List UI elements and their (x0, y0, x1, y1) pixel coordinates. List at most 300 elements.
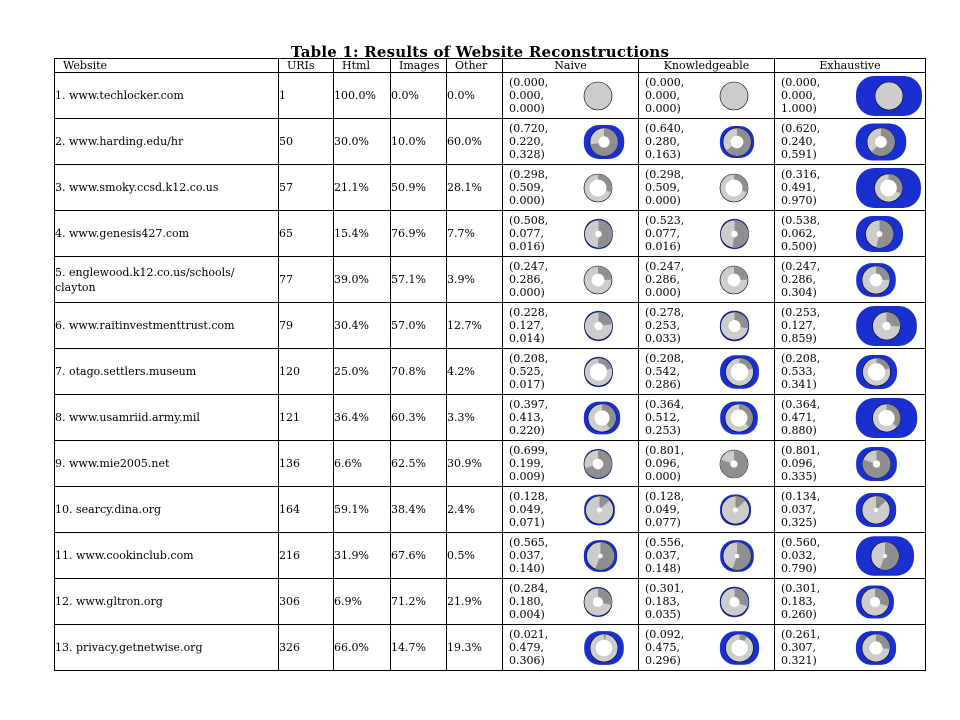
knowledgeable-cell (639, 303, 775, 349)
table-row (55, 165, 926, 211)
exhaustive-result (775, 628, 925, 668)
triple-value: 0.280, (645, 135, 680, 148)
triple-value: (0.560, (781, 536, 821, 549)
triple-value: (0.301, (645, 582, 685, 595)
triple-value: (0.247, (645, 260, 685, 273)
triple-value: (0.301, (781, 582, 821, 595)
naive-cell (503, 119, 639, 165)
triple-value: 0.000) (509, 286, 545, 299)
reconstruction-pie-icon (717, 536, 757, 576)
triple-value: 0.096, (781, 457, 816, 470)
triple-value: (0.508, (509, 214, 549, 227)
html-cell: 100.0% (334, 73, 391, 119)
exhaustive-cell (775, 165, 926, 211)
triple-value: 0.306) (509, 654, 545, 667)
missing-hole (870, 596, 880, 606)
naive-cell (503, 441, 639, 487)
uris-cell: 77 (279, 257, 334, 303)
reconstruction-pie-icon (717, 582, 752, 622)
triple-value: (0.801, (645, 444, 685, 457)
other-cell: 3.9% (447, 257, 503, 303)
naive-result (503, 168, 638, 208)
exhaustive-triple (775, 306, 853, 345)
images-cell: 38.4% (391, 487, 447, 533)
triple-value: 0.328) (509, 148, 545, 161)
knowledgeable-triple (639, 582, 717, 621)
reconstruction-pie-icon (717, 260, 751, 300)
reconstruction-pie-icon (717, 306, 752, 346)
missing-hole (728, 273, 741, 286)
reconstruction-pie-icon (581, 398, 623, 438)
other-cell: 0.0% (447, 73, 503, 119)
triple-value: (0.208, (509, 352, 549, 365)
triple-value: (0.364, (645, 398, 685, 411)
missing-hole (598, 553, 603, 558)
html-cell: 36.4% (334, 395, 391, 441)
triple-value: (0.538, (781, 214, 821, 227)
other-cell: 12.7% (447, 303, 503, 349)
triple-value: 0.335) (781, 470, 817, 483)
knowledgeable-cell (639, 165, 775, 211)
exhaustive-cell (775, 349, 926, 395)
naive-triple (503, 628, 581, 667)
naive-triple (503, 76, 581, 115)
missing-hole (735, 553, 740, 558)
header-uris: URIs (279, 59, 334, 73)
triple-value: (0.208, (645, 352, 685, 365)
knowledgeable-result (639, 490, 774, 530)
triple-value: (0.284, (509, 582, 549, 595)
triple-value: 0.148) (645, 562, 681, 575)
triple-value: (0.261, (781, 628, 821, 641)
naive-cell (503, 303, 639, 349)
triple-value: 0.127, (509, 319, 544, 332)
missing-hole (726, 179, 743, 196)
reconstruction-pie-icon (581, 490, 618, 530)
naive-triple (503, 306, 581, 345)
exhaustive-result (775, 490, 925, 530)
html-cell: 66.0% (334, 625, 391, 671)
header-knowledgeable: Knowledgeable (639, 59, 775, 73)
missing-hole (593, 458, 604, 469)
knowledgeable-cell (639, 73, 775, 119)
triple-value: (0.000, (781, 76, 821, 89)
reconstruction-pie-icon (717, 398, 761, 438)
table-row (55, 73, 926, 119)
missing-hole (877, 231, 883, 237)
knowledgeable-cell (639, 487, 775, 533)
knowledgeable-triple (639, 214, 717, 253)
html-cell: 39.0% (334, 257, 391, 303)
knowledgeable-cell (639, 579, 775, 625)
naive-cell (503, 625, 639, 671)
naive-cell (503, 257, 639, 303)
exhaustive-triple (775, 628, 853, 667)
exhaustive-triple (775, 168, 853, 207)
reconstruction-pie-icon (853, 628, 899, 668)
naive-cell (503, 349, 639, 395)
table-row (55, 533, 926, 579)
reconstruction-pie-icon (717, 444, 751, 484)
triple-value: 0.491, (781, 181, 816, 194)
knowledgeable-triple (639, 122, 717, 161)
exhaustive-result (775, 444, 925, 484)
triple-value: (0.801, (781, 444, 821, 457)
images-cell: 50.9% (391, 165, 447, 211)
table-row (55, 441, 926, 487)
triple-value: (0.000, (509, 76, 549, 89)
website-cell: 8. www.usamriid.army.mil (55, 395, 279, 441)
exhaustive-triple (775, 582, 853, 621)
exhaustive-triple (775, 76, 853, 115)
triple-value: 0.140) (509, 562, 545, 575)
naive-cell (503, 487, 639, 533)
triple-value: 0.304) (781, 286, 817, 299)
table-row (55, 625, 926, 671)
reconstruction-pie-icon (853, 490, 899, 530)
triple-value: 0.016) (509, 240, 545, 253)
missing-hole (594, 321, 602, 329)
triple-value: 0.062, (781, 227, 816, 240)
website-cell: 9. www.mie2005.net (55, 441, 279, 487)
triple-value: (0.720, (509, 122, 549, 135)
exhaustive-result (775, 536, 925, 576)
triple-value: (0.253, (781, 306, 821, 319)
html-cell: 15.4% (334, 211, 391, 257)
table-caption: Table 1: Results of Website Reconstructions (290, 43, 670, 61)
triple-value: 0.000) (645, 470, 681, 483)
triple-value: (0.247, (781, 260, 821, 273)
reconstruction-pie-icon (853, 306, 920, 346)
knowledgeable-result (639, 214, 774, 254)
table-row (55, 211, 926, 257)
exhaustive-triple (775, 260, 853, 299)
exhaustive-triple (775, 122, 853, 161)
triple-value: (0.000, (645, 76, 685, 89)
triple-value: 0.009) (509, 470, 545, 483)
website-cell: 7. otago.settlers.museum (55, 349, 279, 395)
website-cell: 13. privacy.getnetwise.org (55, 625, 279, 671)
table-row (55, 395, 926, 441)
reconstruction-pie-icon (717, 214, 752, 254)
triple-value: 0.037, (645, 549, 680, 562)
knowledgeable-triple (639, 260, 717, 299)
images-cell: 62.5% (391, 441, 447, 487)
uris-cell: 79 (279, 303, 334, 349)
triple-value: (0.620, (781, 122, 821, 135)
table-row (55, 257, 926, 303)
html-cell: 30.0% (334, 119, 391, 165)
naive-result (503, 490, 638, 530)
knowledgeable-cell (639, 349, 775, 395)
naive-result (503, 214, 638, 254)
triple-value: 0.525, (509, 365, 544, 378)
missing-hole (869, 641, 882, 654)
table-row (55, 349, 926, 395)
naive-cell (503, 165, 639, 211)
exhaustive-result (775, 122, 925, 162)
triple-value: 0.077, (509, 227, 544, 240)
naive-result (503, 122, 638, 162)
missing-hole (730, 409, 747, 426)
missing-hole (870, 273, 883, 286)
exhaustive-cell (775, 441, 926, 487)
website-cell: 2. www.harding.edu/hr (55, 119, 279, 165)
other-cell: 28.1% (447, 165, 503, 211)
reconstruction-pie-icon (853, 76, 925, 116)
triple-value: (0.565, (509, 536, 549, 549)
triple-value: 0.000) (645, 194, 681, 207)
triple-value: 0.199, (509, 457, 544, 470)
triple-value: 0.000) (645, 286, 681, 299)
reconstruction-pie-icon (853, 260, 899, 300)
triple-value: (0.208, (781, 352, 821, 365)
html-cell: 30.4% (334, 303, 391, 349)
exhaustive-result (775, 398, 925, 438)
exhaustive-cell (775, 211, 926, 257)
reconstruction-pie-icon (581, 122, 627, 162)
naive-triple (503, 398, 581, 437)
reconstruction-pie-icon (853, 168, 924, 208)
naive-cell (503, 211, 639, 257)
triple-value: 0.127, (781, 319, 816, 332)
triple-value: (0.128, (509, 490, 549, 503)
exhaustive-cell (775, 73, 926, 119)
triple-value: 0.880) (781, 424, 817, 437)
reconstruction-pie-icon (853, 536, 917, 576)
website-cell: 3. www.smoky.ccsd.k12.co.us (55, 165, 279, 211)
triple-value: 0.471, (781, 411, 816, 424)
exhaustive-triple (775, 444, 853, 483)
triple-value: 0.000) (509, 102, 545, 115)
exhaustive-cell (775, 625, 926, 671)
naive-triple (503, 260, 581, 299)
exhaustive-result (775, 214, 925, 254)
table-row (55, 119, 926, 165)
website-cell: 1. www.techlocker.com (55, 73, 279, 119)
knowledgeable-result (639, 168, 774, 208)
reconstruction-pie-icon (581, 76, 615, 116)
missing-hole (733, 507, 738, 512)
naive-cell (503, 533, 639, 579)
triple-value: 0.004) (509, 608, 545, 621)
naive-triple (503, 168, 581, 207)
knowledgeable-result (639, 628, 774, 668)
reconstruction-pie-icon (581, 168, 615, 208)
naive-triple (503, 214, 581, 253)
header-exhaustive: Exhaustive (775, 59, 926, 73)
knowledgeable-cell (639, 441, 775, 487)
exhaustive-cell (775, 119, 926, 165)
other-cell: 3.3% (447, 395, 503, 441)
reconstruction-pie-icon (581, 306, 616, 346)
header-images: Images (391, 59, 447, 73)
html-cell: 21.1% (334, 165, 391, 211)
naive-result (503, 628, 638, 668)
exhaustive-cell (775, 257, 926, 303)
triple-value: (0.556, (645, 536, 685, 549)
other-cell: 19.3% (447, 625, 503, 671)
exhaustive-cell (775, 579, 926, 625)
html-cell: 31.9% (334, 533, 391, 579)
triple-value: 0.509, (509, 181, 544, 194)
images-cell: 0.0% (391, 73, 447, 119)
images-cell: 14.7% (391, 625, 447, 671)
naive-triple (503, 536, 581, 575)
uris-cell: 120 (279, 349, 334, 395)
reconstruction-pie-icon (717, 490, 754, 530)
triple-value: 0.479, (509, 641, 544, 654)
exhaustive-cell (775, 533, 926, 579)
html-cell: 6.9% (334, 579, 391, 625)
naive-cell (503, 395, 639, 441)
other-cell: 21.9% (447, 579, 503, 625)
missing-hole (875, 136, 887, 148)
triple-value: 0.049, (645, 503, 680, 516)
triple-value: 0.037, (781, 503, 816, 516)
results-table (54, 58, 926, 671)
knowledgeable-result (639, 352, 774, 392)
triple-value: 0.970) (781, 194, 817, 207)
knowledgeable-result (639, 260, 774, 300)
header-website: Website (55, 59, 279, 73)
uris-cell: 1 (279, 73, 334, 119)
triple-value: 0.033) (645, 332, 681, 345)
website-cell: 11. www.cookinclub.com (55, 533, 279, 579)
exhaustive-result (775, 582, 925, 622)
exhaustive-result (775, 260, 925, 300)
triple-value: 0.413, (509, 411, 544, 424)
triple-value: (0.228, (509, 306, 549, 319)
knowledgeable-result (639, 444, 774, 484)
missing-hole (596, 639, 612, 655)
missing-hole (880, 179, 897, 196)
triple-value: (0.247, (509, 260, 549, 273)
triple-value: (0.523, (645, 214, 685, 227)
other-cell: 60.0% (447, 119, 503, 165)
uris-cell: 136 (279, 441, 334, 487)
images-cell: 67.6% (391, 533, 447, 579)
triple-value: 0.014) (509, 332, 545, 345)
images-cell: 71.2% (391, 579, 447, 625)
table-row (55, 579, 926, 625)
triple-value: (0.092, (645, 628, 685, 641)
missing-hole (868, 363, 885, 380)
reconstruction-pie-icon (717, 352, 762, 392)
triple-value: 0.077) (645, 516, 681, 529)
knowledgeable-cell (639, 395, 775, 441)
triple-value: 0.512, (645, 411, 680, 424)
exhaustive-triple (775, 352, 853, 391)
images-cell: 57.1% (391, 257, 447, 303)
triple-value: 0.533, (781, 365, 816, 378)
reconstruction-pie-icon (581, 628, 627, 668)
naive-triple (503, 352, 581, 391)
uris-cell: 57 (279, 165, 334, 211)
triple-value: (0.298, (509, 168, 549, 181)
knowledgeable-triple (639, 536, 717, 575)
knowledgeable-cell (639, 211, 775, 257)
triple-value: 0.286, (645, 273, 680, 286)
uris-cell: 65 (279, 211, 334, 257)
uris-cell: 216 (279, 533, 334, 579)
images-cell: 76.9% (391, 211, 447, 257)
triple-value: 0.000) (645, 102, 681, 115)
knowledgeable-result (639, 76, 774, 116)
reconstruction-pie-icon (581, 536, 620, 576)
reconstruction-pie-icon (853, 444, 900, 484)
triple-value: 0.071) (509, 516, 545, 529)
pie-disc (584, 82, 612, 110)
naive-cell (503, 73, 639, 119)
naive-triple (503, 122, 581, 161)
missing-hole (592, 273, 605, 286)
exhaustive-cell (775, 303, 926, 349)
triple-value: 0.183, (645, 595, 680, 608)
triple-value: 0.253, (645, 319, 680, 332)
exhaustive-result (775, 76, 925, 116)
knowledgeable-cell (639, 257, 775, 303)
triple-value: 0.296) (645, 654, 681, 667)
html-cell: 6.6% (334, 441, 391, 487)
missing-hole (882, 321, 890, 329)
other-cell: 0.5% (447, 533, 503, 579)
triple-value: 1.000) (781, 102, 817, 115)
pie-disc (875, 82, 903, 110)
triple-value: 0.286, (509, 273, 544, 286)
naive-result (503, 444, 638, 484)
missing-hole (731, 639, 747, 655)
triple-value: (0.364, (781, 398, 821, 411)
naive-result (503, 76, 638, 116)
triple-value: 0.220, (509, 135, 544, 148)
triple-value: 0.253) (645, 424, 681, 437)
triple-value: 0.220) (509, 424, 545, 437)
triple-value: 0.790) (781, 562, 817, 575)
exhaustive-result (775, 306, 925, 346)
uris-cell: 50 (279, 119, 334, 165)
triple-value: 0.037, (509, 549, 544, 562)
naive-triple (503, 444, 581, 483)
missing-hole (598, 136, 609, 147)
header-html: Html (334, 59, 391, 73)
knowledgeable-result (639, 536, 774, 576)
knowledgeable-triple (639, 306, 717, 345)
triple-value: (0.278, (645, 306, 685, 319)
exhaustive-result (775, 352, 925, 392)
other-cell: 30.9% (447, 441, 503, 487)
triple-value: 0.591) (781, 148, 817, 161)
naive-result (503, 536, 638, 576)
triple-value: 0.260) (781, 608, 817, 621)
triple-value: 0.859) (781, 332, 817, 345)
exhaustive-cell (775, 395, 926, 441)
triple-value: 0.286) (645, 378, 681, 391)
reconstruction-pie-icon (581, 444, 615, 484)
uris-cell: 306 (279, 579, 334, 625)
missing-hole (878, 409, 894, 425)
triple-value: 0.000, (781, 89, 816, 102)
exhaustive-triple (775, 536, 853, 575)
triple-value: 0.475, (645, 641, 680, 654)
triple-value: 0.183, (781, 595, 816, 608)
missing-hole (883, 553, 887, 557)
triple-value: (0.134, (781, 490, 821, 503)
missing-hole (730, 460, 737, 467)
website-cell: 12. www.gltron.org (55, 579, 279, 625)
website-cell: 5. englewood.k12.co.us/schools/ clayton (55, 257, 279, 303)
triple-value: 0.321) (781, 654, 817, 667)
